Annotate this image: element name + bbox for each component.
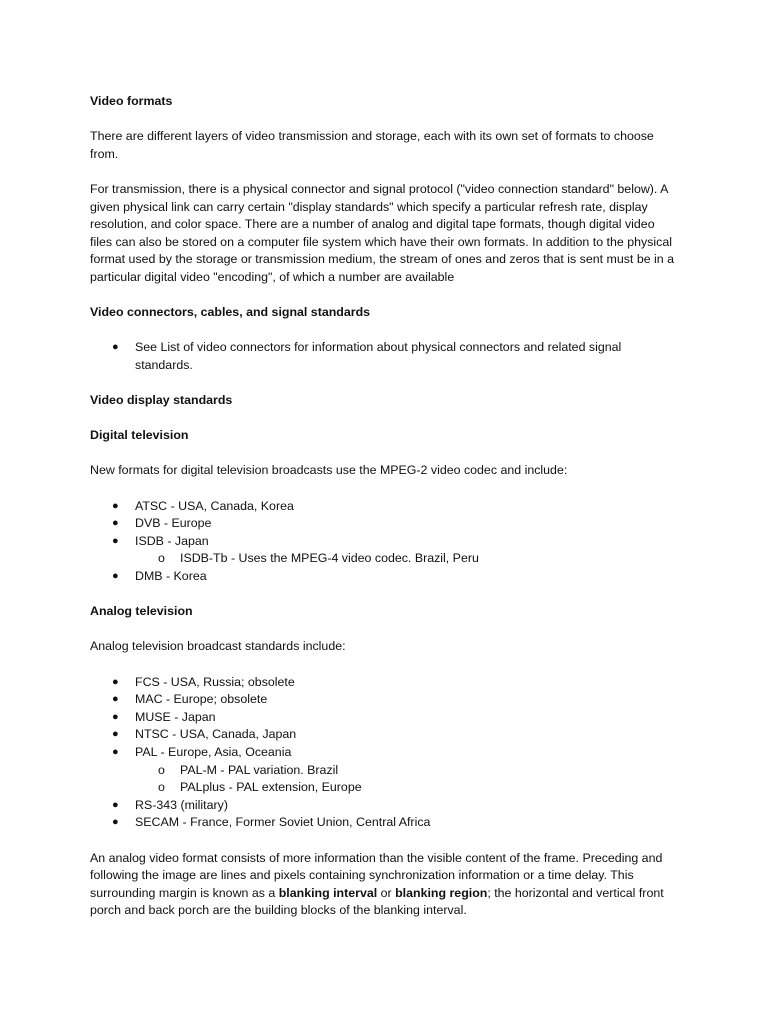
digital-tv-heading: Digital television [90, 428, 189, 443]
list-item-text: SECAM - France, Former Soviet Union, Central Africa [135, 815, 431, 830]
bullet-icon: ● [112, 675, 119, 688]
list-item [90, 339, 680, 374]
intro-paragraph: There are different layers of video transmission and storage, each with its own set of formats to choose from. [90, 129, 654, 161]
connectors-heading: Video connectors, cables, and signal standards [90, 305, 371, 320]
list-item-text: DMB - Korea [135, 569, 207, 584]
bullet-icon: ● [112, 710, 119, 723]
list-item [90, 691, 680, 709]
document-page [90, 93, 680, 920]
analog-intro-paragraph: Analog television broadcast standards include: [90, 639, 346, 654]
sub-list-item-text: PAL-M - PAL variation. Brazil [180, 762, 339, 777]
list-item-text: FCS - USA, Russia; obsolete [135, 674, 295, 689]
bullet-icon: ● [112, 341, 119, 354]
digital-formats-list [90, 498, 680, 586]
analog-tv-heading: Analog television [90, 604, 193, 619]
analog-formats-list [90, 674, 680, 832]
list-item [90, 533, 680, 568]
closing-text-2: or [377, 885, 396, 900]
sub-list-item [90, 779, 680, 797]
bullet-icon: ● [112, 570, 119, 583]
sub-list-item-text: PALplus - PAL extension, Europe [180, 780, 362, 795]
list-item-text: ATSC - USA, Canada, Korea [135, 498, 294, 513]
sub-list-item-text: ISDB-Tb - Uses the MPEG-4 video codec. Brazil, Peru [180, 551, 479, 566]
bullet-icon: ● [112, 816, 119, 829]
list-item [90, 814, 680, 832]
list-item [90, 568, 680, 586]
transmission-paragraph: For transmission, there is a physical connector and signal protocol ("video connection standard" below). A given physical link can carry certain "display standards" which specify a particular refresh rate, display resolution, and color space. There are a number of analog and digital tape formats, though digital video files can also be stored on a computer file system which have their own formats. In addition to the physical format used by the storage or transmission medium, the stream of ones and zeros that is sent must be in a particular digital video "encoding", of which a number are available [90, 181, 675, 284]
blanking-interval-term: blanking interval [278, 885, 378, 900]
isdb-sublist [135, 550, 680, 568]
closing-text-3: ; the horizontal and vertical front porch and back porch are the building blocks of the blanking interval. [90, 885, 664, 918]
list-item [90, 498, 680, 516]
list-item-text: MUSE - Japan [135, 709, 216, 724]
closing-text-1: An analog video format consists of more information than the visible content of the frame. Preceding and following the image are lines and pixels containing synchronization information or a time delay. This surrounding margin is known as a [90, 850, 663, 900]
list-item-text: RS-343 (military) [135, 797, 228, 812]
pal-sublist [135, 762, 680, 797]
bullet-icon: ● [112, 517, 119, 530]
document-title: Video formats [90, 94, 173, 108]
list-item [90, 726, 680, 744]
list-item [90, 674, 680, 692]
list-item-text: DVB - Europe [135, 516, 212, 531]
closing-paragraph [90, 850, 680, 920]
list-item-text: ISDB - Japan [135, 533, 209, 548]
list-item-text: NTSC - USA, Canada, Japan [135, 727, 297, 742]
list-item [90, 709, 680, 727]
list-item [90, 744, 680, 797]
bullet-icon: ● [112, 728, 119, 741]
digital-intro-paragraph: New formats for digital television broadcasts use the MPEG-2 video codec and include: [90, 463, 568, 478]
bullet-icon: ● [112, 534, 119, 547]
list-item-text: PAL - Europe, Asia, Oceania [135, 744, 292, 759]
list-item-text: See List of video connectors for information about physical connectors and related signal standards. [135, 340, 622, 372]
connectors-list [90, 339, 680, 374]
sub-bullet-icon: o [158, 551, 165, 566]
list-item-text: MAC - Europe; obsolete [135, 692, 268, 707]
sub-bullet-icon: o [158, 780, 165, 795]
bullet-icon: ● [112, 745, 119, 758]
sub-list-item [90, 762, 680, 780]
sub-list-item [90, 550, 680, 568]
bullet-icon: ● [112, 798, 119, 811]
bullet-icon: ● [112, 499, 119, 512]
bullet-icon: ● [112, 693, 119, 706]
list-item [90, 515, 680, 533]
blanking-region-term: blanking region [395, 885, 488, 900]
list-item [90, 797, 680, 815]
display-standards-heading: Video display standards [90, 393, 233, 408]
sub-bullet-icon: o [158, 762, 165, 777]
